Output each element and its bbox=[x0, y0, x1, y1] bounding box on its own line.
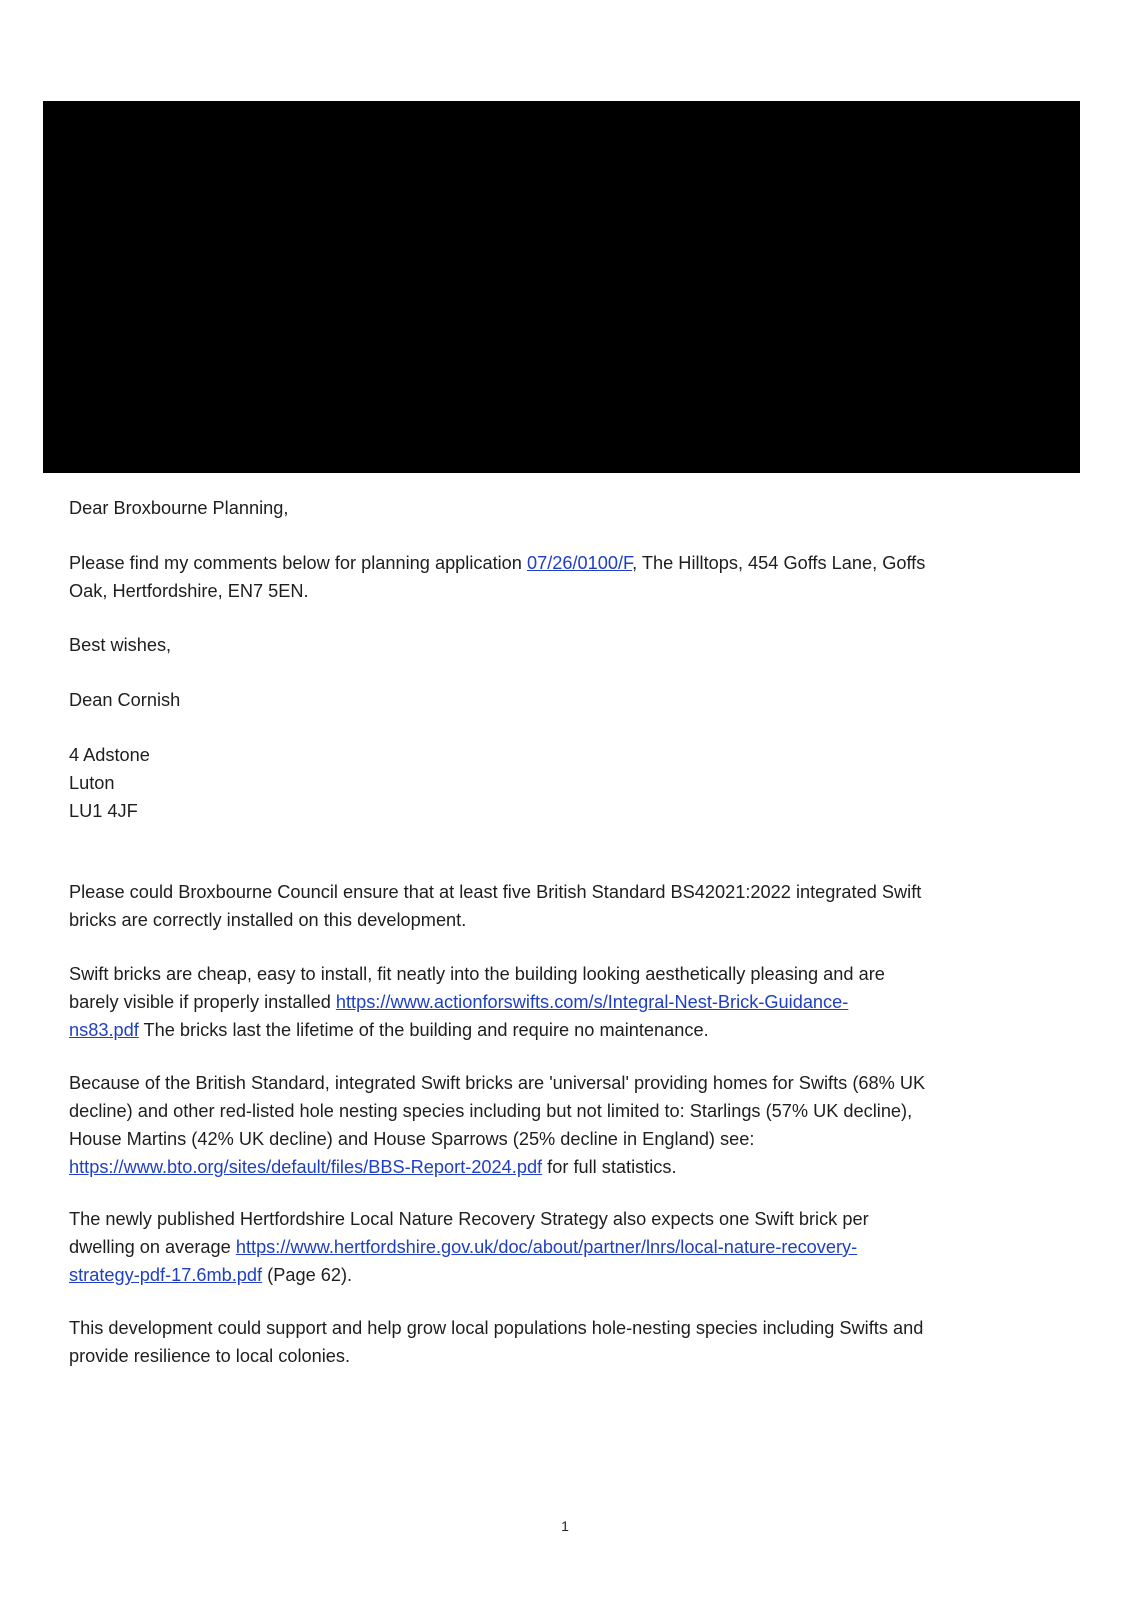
intro-paragraph bbox=[69, 549, 1069, 605]
hertfordshire-lnrs-link-continued[interactable]: strategy-pdf-17.6mb.pdf bbox=[69, 1265, 263, 1285]
action-for-swifts-guidance-link-continued[interactable]: ns83.pdf bbox=[69, 1020, 139, 1040]
paragraph-species-statistics: Because of the British Standard, integrated Swift bricks are 'universal' providing homes for Swifts (68% UK decline) and other red-listed hole nesting species including but not limited to: Starlings (57% UK decline), House Martins (42% UK decline) and House Sparrows (25% decline in England) see: https://www.bto.org/sites/default/files/BBS-Report-2024.pdf for full statistics. bbox=[69, 1073, 926, 1177]
page-number: 1 bbox=[561, 1518, 569, 1534]
intro-line-1: Please find my comments below for planning application 07/26/0100/F, The Hilltops, 454 Goffs Lane, Goffs bbox=[69, 553, 926, 573]
salutation: Dear Broxbourne Planning, bbox=[69, 498, 289, 518]
address-line-2: Luton bbox=[69, 773, 115, 793]
address-line-1: 4 Adstone bbox=[69, 745, 150, 765]
bto-report-link[interactable]: https://www.bto.org/sites/default/files/BBS-Report-2024.pdf bbox=[69, 1157, 543, 1177]
address-line-3: LU1 4JF bbox=[69, 801, 138, 821]
paragraph-local-populations: This development could support and help grow local populations hole-nesting species including Swifts and provide resilience to local colonies. bbox=[69, 1318, 924, 1366]
paragraph-swift-bricks-benefits: Swift bricks are cheap, easy to install, fit neatly into the building looking aesthetically pleasing and are barely visible if properly installed https://www.actionforswifts.com/s/Integral-Nest-Brick-Guidance- ns83.pdf The bricks last the lifetime of the building and require no maintenance. bbox=[69, 964, 885, 1040]
paragraph-standard-request: Please could Broxbourne Council ensure that at least five British Standard BS42021:2022 integrated Swift bricks are correctly installed on this development. bbox=[69, 882, 922, 930]
sign-off: Best wishes, bbox=[69, 635, 172, 655]
sender-name: Dean Cornish bbox=[69, 690, 181, 710]
hertfordshire-lnrs-link[interactable]: https://www.hertfordshire.gov.uk/doc/about/partner/lnrs/local-nature-recovery- bbox=[235, 1237, 858, 1257]
sender-address bbox=[69, 741, 1069, 825]
action-for-swifts-guidance-link[interactable]: https://www.actionforswifts.com/s/Integral-Nest-Brick-Guidance- bbox=[335, 992, 849, 1012]
paragraph-nature-recovery-strategy: The newly published Hertfordshire Local Nature Recovery Strategy also expects one Swift brick per dwelling on average https://www.hertfordshire.gov.uk/doc/about/partner/lnrs/local-nature-recovery- strategy-pdf-17.6mb.pdf (Page 62). bbox=[69, 1209, 869, 1285]
intro-line-2: Oak, Hertfordshire, EN7 5EN. bbox=[69, 581, 309, 601]
application-reference-link[interactable]: 07/26/0100/F bbox=[526, 553, 633, 573]
redacted-header-block bbox=[43, 101, 1080, 473]
